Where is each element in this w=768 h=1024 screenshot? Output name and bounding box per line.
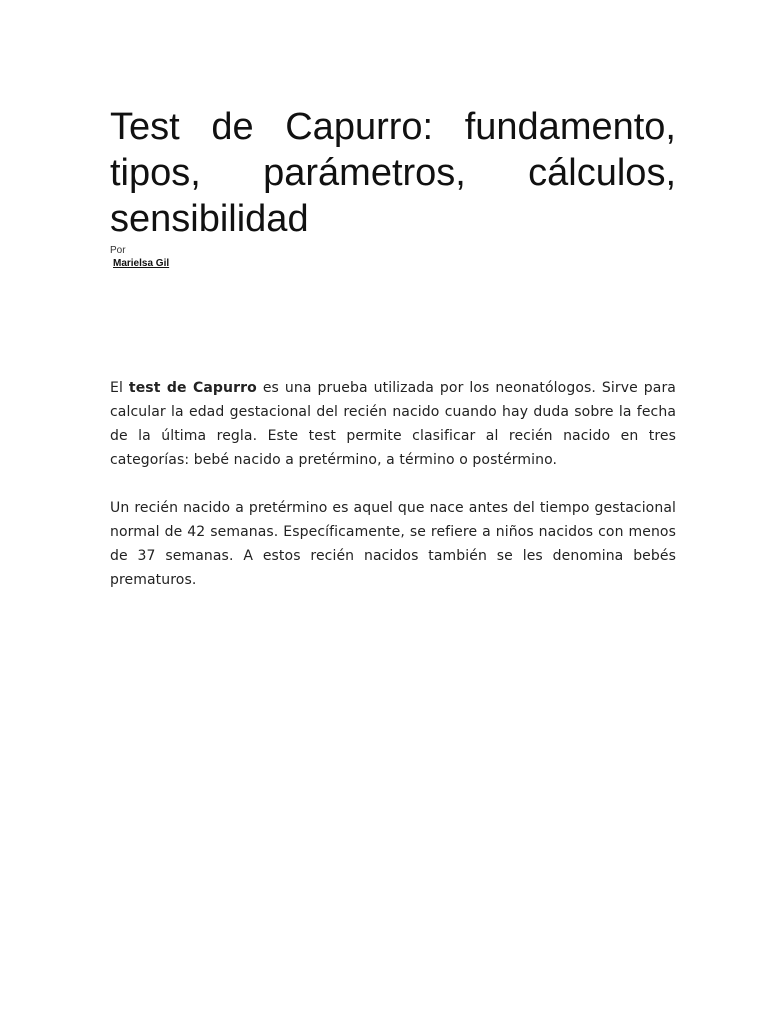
paragraph-intro bbox=[110, 376, 676, 472]
byline-label: Por bbox=[110, 245, 126, 256]
paragraph-preterm: Un recién nacido a pretérmino es aquel que nace antes del tiempo gestacional normal de 42 semanas. Específicamente, se refiere a niños nacidos con menos de 37 semanas. A estos recién nacidos también se les denomina bebés prematuros. bbox=[110, 500, 676, 588]
term-highlight: test de Capurro bbox=[128, 380, 257, 396]
paragraph-intro-rest: es una prueba utilizada por los neonatólogos. Sirve para calcular la edad gestacional del recién nacido cuando hay duda sobre la fecha de la última regla. Este test permite clasificar al recién nacido en tres categorías: bebé nacido a pretérmino, a término o postérmino. bbox=[110, 380, 676, 468]
article-title: Test de Capurro: fundamento, tipos, parámetros, cálculos, sensibilidad bbox=[110, 106, 676, 240]
paragraph-intro-lead: El bbox=[110, 380, 129, 396]
author-link[interactable]: Marielsa Gil bbox=[113, 258, 170, 269]
